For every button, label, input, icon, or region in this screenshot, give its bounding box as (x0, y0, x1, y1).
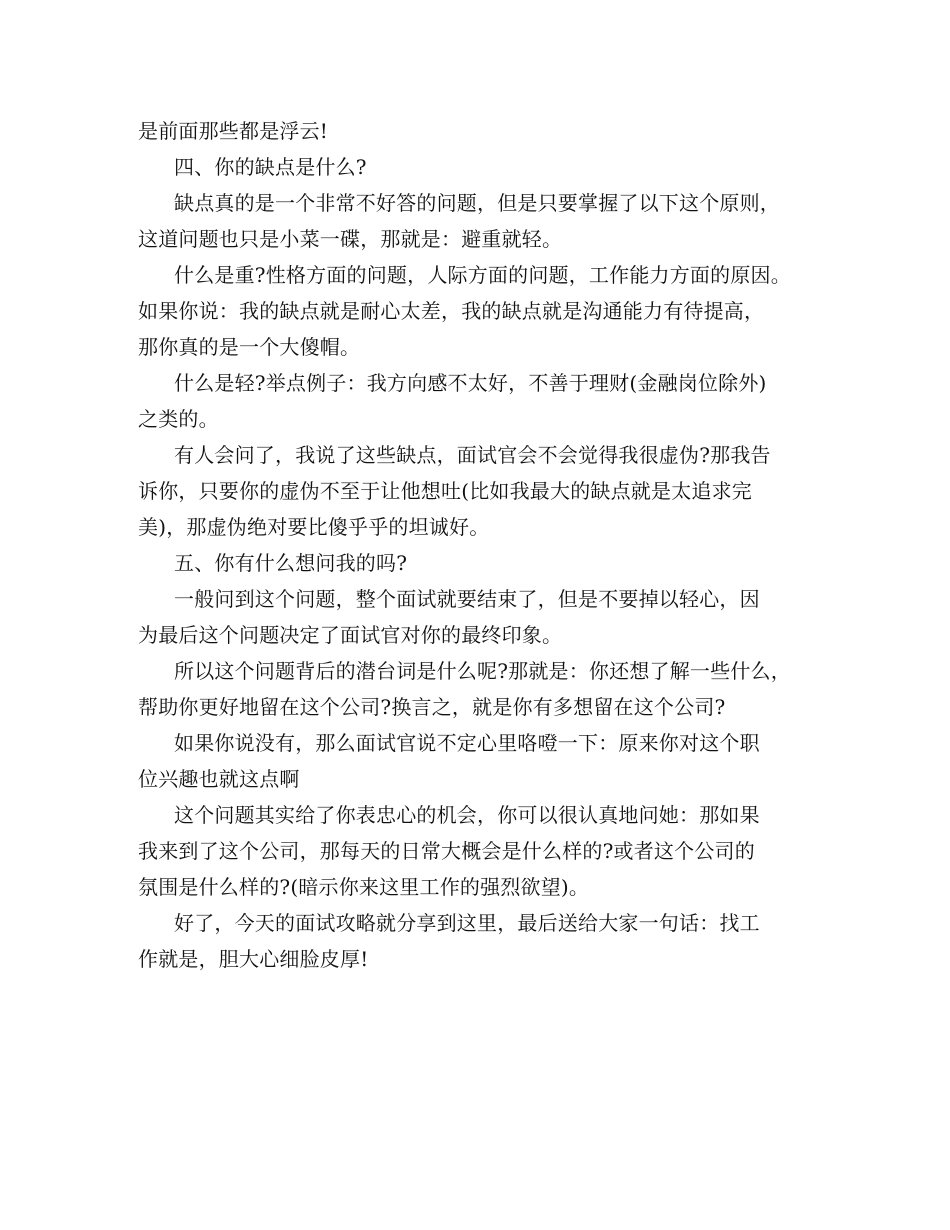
text-line: 这个问题其实给了你表忠心的机会，你可以很认真地问她：那如果 (174, 803, 760, 827)
text-line: 氛围是什么样的?(暗示你来这里工作的强烈欲望)。 (138, 875, 590, 899)
text-line: 之类的。 (138, 407, 219, 431)
text-line: 帮助你更好地留在这个公司?换言之，就是你有多想留在这个公司? (138, 695, 726, 719)
text-line: 缺点真的是一个非常不好答的问题，但是只要掌握了以下这个原则， (174, 191, 780, 215)
document-body (138, 113, 828, 977)
text-line: 我来到了这个公司，那每天的日常大概会是什么样的?或者这个公司的 (138, 839, 755, 863)
text-line: 所以这个问题背后的潜台词是什么呢?那就是：你还想了解一些什么， (174, 659, 791, 683)
text-line: 这道问题也只是小菜一碟，那就是：避重就轻。 (138, 227, 563, 251)
section-heading: 五、你有什么想问我的吗? (174, 551, 408, 575)
text-line: 如果你说：我的缺点就是耐心太差，我的缺点就是沟通能力有待提高， (138, 299, 765, 323)
text-line: 那你真的是一个大傻帽。 (138, 335, 361, 359)
text-line: 位兴趣也就这点啊 (138, 767, 300, 791)
section-heading: 四、你的缺点是什么? (174, 155, 367, 179)
text-line: 有人会问了，我说了这些缺点，面试官会不会觉得我很虚伪?那我告 (174, 443, 771, 467)
text-line: 如果你说没有，那么面试官说不定心里咯噔一下：原来你对这个职 (174, 731, 760, 755)
text-line: 什么是重?性格方面的问题，人际方面的问题，工作能力方面的原因。 (174, 263, 791, 287)
text-line: 什么是轻?举点例子：我方向感不太好，不善于理财(金融岗位除外) (174, 371, 767, 395)
text-line: 为最后这个问题决定了面试官对你的最终印象。 (138, 623, 563, 647)
text-line: 作就是，胆大心细脸皮厚! (138, 947, 369, 971)
text-line: 好了，今天的面试攻略就分享到这里，最后送给大家一句话：找工 (174, 911, 760, 935)
text-line: 美)，那虚伪绝对要比傻乎乎的坦诚好。 (138, 515, 490, 539)
text-line: 诉你，只要你的虚伪不至于让他想吐(比如我最大的缺点就是太追求完 (138, 479, 753, 503)
text-line: 是前面那些都是浮云! (138, 119, 329, 143)
text-line: 一般问到这个问题，整个面试就要结束了，但是不要掉以轻心，因 (174, 587, 760, 611)
